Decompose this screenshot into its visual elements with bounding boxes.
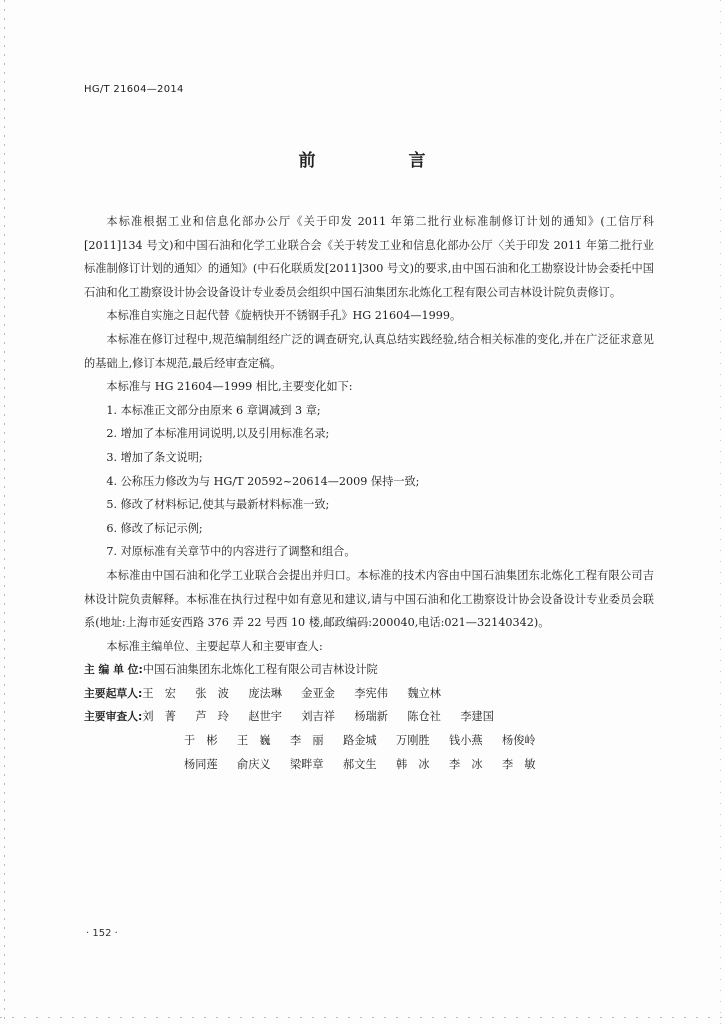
- reviewer-name: 韩 冰: [396, 757, 430, 771]
- change-item: 3. 增加了条文说明;: [106, 450, 203, 464]
- change-item: 7. 对原标准有关章节中的内容进行了调整和组合。: [106, 545, 356, 559]
- paragraph-contact: 本标准由中国石油和化学工业联合会提出并归口。本标准的技术内容由中国石油集团东北炼化工程有限公司吉林设计院负责解释。本标准在执行过程中如有意见和建议,请与中国石油和化工勘察设计协会设备设计专业委员会联系(地址:上海市延安西路 376 弄 22 号西 10 楼,邮政编码:200040,电话:021—32140342)。: [84, 568, 654, 630]
- reviewer-name: 刘 菁: [142, 710, 176, 724]
- reviewer-name: 陈仓社: [407, 710, 441, 724]
- reviewers-label: 主要审查人:: [84, 710, 143, 724]
- drafter-name: 王 宏: [142, 686, 176, 700]
- reviewer-name: 王 巍: [237, 734, 271, 748]
- reviewer-name: 万刚胜: [396, 734, 430, 748]
- paragraph-basis: 本标准根据工业和信息化部办公厅《关于印发 2011 年第二批行业标准制修订计划的通知》(工信厅科[2011]134 号文)和中国石油和化学工业联合会《关于转发工业和信息化部办公厅〈关于印发 2011 年第二批行业标准制修订计划的通知〉的通知》(中石化联质发[2011]300 号文)的要求,由中国石油和化工勘察设计协会委托中国石油和化工勘察设计协会设备设计专业委员会组织中国石油集团东北炼化工程有限公司吉林设计院负责修订。: [84, 215, 654, 299]
- reviewer-name: 李建国: [460, 710, 494, 724]
- reviewers-row-continued: [84, 729, 654, 753]
- paragraph-contributors-intro: 本标准主编单位、主要起草人和主要审查人:: [106, 639, 323, 653]
- reviewers-row-continued: [84, 753, 654, 777]
- scan-edge-bottom: [0, 1017, 724, 1018]
- reviewer-name: 李 丽: [290, 734, 324, 748]
- reviewer-name: 杨同莲: [184, 757, 218, 771]
- drafter-name: 金亚金: [301, 686, 335, 700]
- reviewer-name: 赵世宇: [248, 710, 282, 724]
- reviewer-name: 俞庆义: [237, 757, 271, 771]
- drafter-name: 魏立林: [407, 686, 441, 700]
- reviewer-name: 路金城: [343, 734, 377, 748]
- change-item: 2. 增加了本标准用词说明,以及引用标准名录;: [106, 427, 330, 441]
- page-title: 前 言: [298, 151, 464, 171]
- drafters-row: [84, 682, 654, 706]
- reviewer-name: 李 敏: [502, 757, 536, 771]
- change-item: 6. 修改了标记示例;: [106, 521, 203, 535]
- drafter-name: 李宪伟: [354, 686, 388, 700]
- change-item: 4. 公称压力修改为与 HG/T 20592~20614—2009 保持一致;: [106, 474, 420, 488]
- drafter-name: 张 波: [195, 686, 229, 700]
- editor-unit: 中国石油集团东北炼化工程有限公司吉林设计院: [142, 663, 378, 677]
- reviewers-row: [84, 705, 654, 729]
- reviewer-name: 于 彬: [184, 734, 218, 748]
- page-number: · 152 ·: [86, 928, 118, 939]
- document-body: [84, 210, 654, 776]
- reviewer-name: 李 冰: [449, 757, 483, 771]
- reviewer-name: 梁畔章: [290, 757, 324, 771]
- drafter-name: 庞法琳: [248, 686, 282, 700]
- drafters-label: 主要起草人:: [84, 686, 143, 700]
- reviewer-name: 钱小燕: [449, 734, 483, 748]
- paragraph-revision-process: 本标准在修订过程中,规范编制组经广泛的调查研究,认真总结实践经验,结合相关标准的变化,并在广泛征求意见的基础上,修订本规范,最后经审查定稿。: [84, 332, 654, 370]
- change-item: 5. 修改了材料标记,使其与最新材料标准一致;: [106, 498, 330, 512]
- paragraph-changes-intro: 本标准与 HG 21604—1999 相比,主要变化如下:: [106, 380, 353, 394]
- reviewer-name: 芦 玲: [195, 710, 229, 724]
- standard-code: HG/T 21604—2014: [84, 84, 184, 95]
- paragraph-replaces: 本标准自实施之日起代替《旋柄快开不锈钢手孔》HG 21604—1999。: [106, 309, 462, 323]
- reviewer-name: 杨俊岭: [502, 734, 536, 748]
- reviewer-name: 刘吉祥: [301, 710, 335, 724]
- reviewer-name: 郝文生: [343, 757, 377, 771]
- reviewer-name: 杨瑞新: [354, 710, 388, 724]
- change-item: 1. 本标准正文部分由原来 6 章调减到 3 章;: [106, 403, 321, 417]
- editor-unit-label: 主 编 单 位:: [84, 663, 143, 677]
- editor-unit-row: [84, 658, 654, 682]
